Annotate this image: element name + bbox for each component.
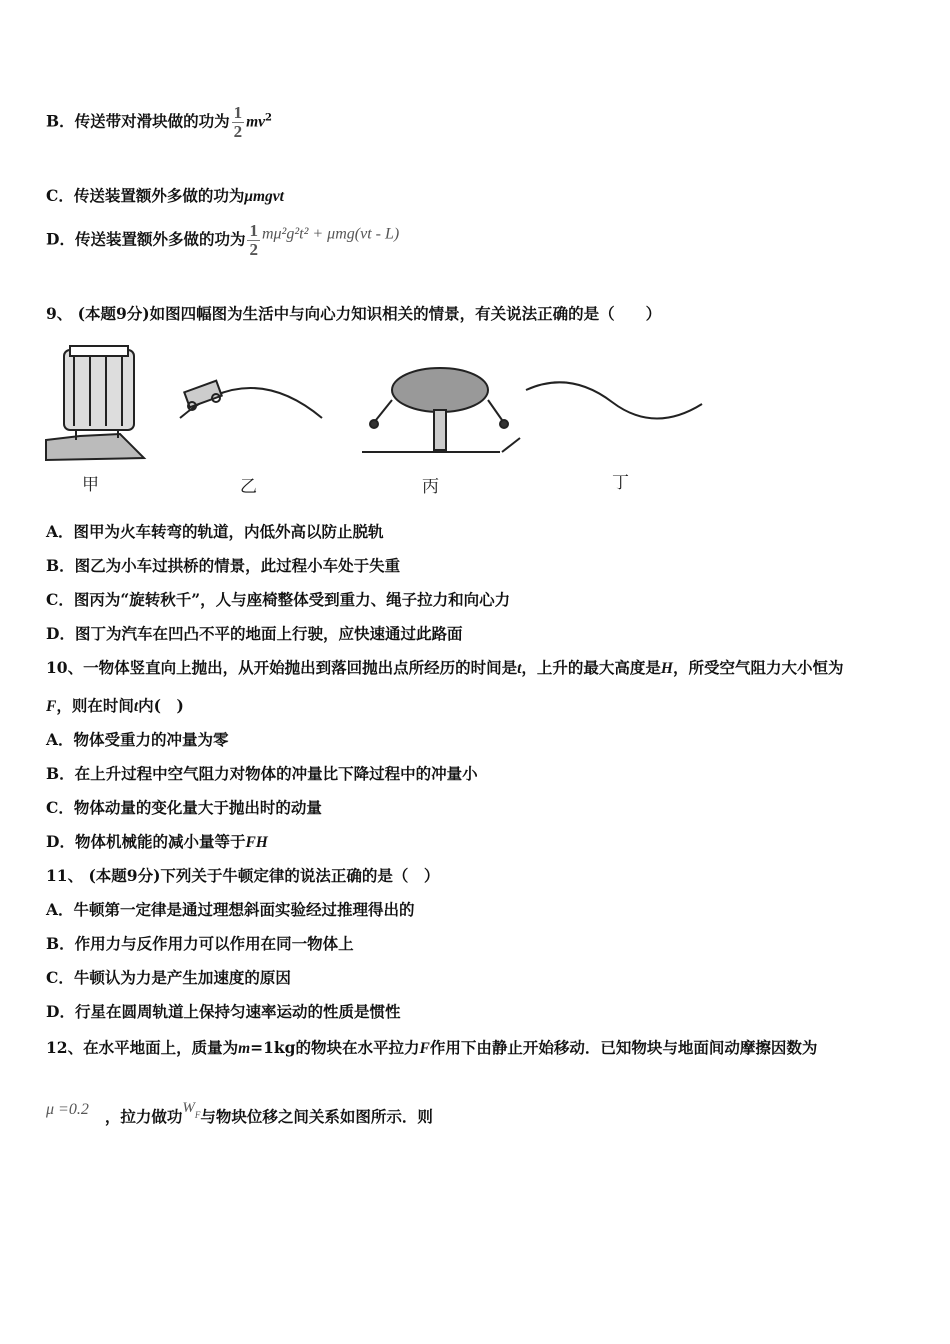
- q12-stem-part-a: 12、在水平地面上，质量为: [46, 1038, 239, 1057]
- fraction-denominator: 2: [249, 240, 258, 259]
- q12-stem-part-d: 作用下由静止开始移动．已知物块与地面间动摩擦因数为: [429, 1038, 818, 1057]
- q12-line2-part-a: ，拉力做功: [104, 1107, 183, 1126]
- fraction-numerator: 1: [249, 221, 258, 240]
- q10-option-a: A．物体受重力的冲量为零: [46, 730, 229, 749]
- q11-option-d: D．行星在圆周轨道上保持匀速率运动的性质是惯性: [46, 1002, 401, 1021]
- q8-option-c-expr: μmgvt: [244, 188, 284, 205]
- q9-stem: 9、 (本题9分)如图四幅图为生活中与向心力知识相关的情景，有关说法正确的是（ ）: [46, 304, 662, 323]
- q8-option-b-sup: 2: [265, 112, 273, 124]
- q10-line2-var-t: t: [133, 698, 139, 715]
- q12-mu-value: μ =0.2: [46, 1101, 89, 1118]
- q8-option-d: [46, 222, 399, 259]
- q10-stem-line2: [46, 696, 184, 717]
- q8-option-c: [46, 186, 284, 207]
- q12-var-m: m: [238, 1040, 251, 1057]
- q11-option-b: B．作用力与反作用力可以作用在同一物体上: [46, 934, 354, 953]
- q11-stem: 11、 (本题9分)下列关于牛顿定律的说法正确的是（ ）: [46, 866, 440, 885]
- q10-option-d: [46, 832, 268, 853]
- q10-option-d-var: FH: [245, 834, 268, 851]
- q8-option-b-text: B．传送带对滑块做的功为: [46, 111, 230, 131]
- fraction-denominator: 2: [233, 122, 243, 141]
- q10-var-t: t: [517, 660, 522, 677]
- q9-option-b: B．图乙为小车过拱桥的情景，此过程小车处于失重: [46, 556, 401, 575]
- q8-option-b: [46, 104, 272, 141]
- q9-option-c: C．图丙为“旋转秋千”，人与座椅整体受到重力、绳子拉力和向心力: [46, 590, 511, 609]
- q10-option-d-text: D．物体机械能的减小量等于: [46, 832, 246, 851]
- half-fraction: [232, 104, 245, 141]
- q8-option-b-expr: mv: [246, 113, 266, 131]
- figure-label-bing: 丙: [422, 477, 439, 497]
- q11-option-c: C．牛顿认为力是产生加速度的原因: [46, 968, 291, 987]
- swing-ride-sketch: [362, 368, 520, 452]
- q11-option-a: A．牛顿第一定律是通过理想斜面实验经过推理得出的: [46, 900, 415, 919]
- q10-stem-line1: [46, 658, 843, 679]
- q12-stem-line1: [46, 1038, 817, 1059]
- figure-label-yi: 乙: [240, 477, 257, 497]
- fraction-numerator: 1: [233, 103, 243, 122]
- q12-work-symbol: W: [182, 1100, 195, 1116]
- q10-line2-part-b: 内( ): [138, 696, 184, 715]
- train-sketch: [46, 346, 144, 460]
- q9-option-a: A．图甲为火车转弯的轨道，内低外高以防止脱轨: [46, 522, 384, 541]
- q10-option-c: C．物体动量的变化量大于抛出时的动量: [46, 798, 322, 817]
- bumpy-road-sketch: [526, 382, 702, 418]
- q8-option-d-text: D．传送装置额外多做的功为: [46, 229, 246, 249]
- q12-work-subscript: F: [194, 1110, 201, 1120]
- q8-option-d-expr: mμ²g²t² + μmg(vt - L): [261, 225, 400, 243]
- q12-stem-part-c: 的物块在水平拉力: [295, 1038, 420, 1057]
- q10-var-h: H: [660, 660, 673, 677]
- q10-option-b: B．在上升过程中空气阻力对物体的冲量比下降过程中的冲量小: [46, 764, 478, 783]
- figure-label-ding: 丁: [612, 473, 629, 493]
- bridge-sketch: [180, 381, 322, 418]
- q10-line2-part-a: ，则在时间: [56, 696, 134, 715]
- q8-option-c-text: C．传送装置额外多做的功为: [46, 186, 245, 205]
- q10-stem-part-c: ，所受空气阻力大小恒为: [672, 658, 844, 677]
- q12-stem-line2: [46, 1098, 433, 1127]
- q9-option-d: D．图丁为汽车在凹凸不平的地面上行驶，应快速通过此路面: [46, 624, 463, 643]
- q10-stem-part-b: ，上升的最大高度是: [521, 658, 661, 677]
- q10-stem-part-a: 10、一物体竖直向上抛出，从开始抛出到落回抛出点所经历的时间是: [46, 658, 518, 677]
- q10-var-f: F: [46, 698, 57, 715]
- q12-stem-part-b: =1kg: [250, 1038, 296, 1057]
- half-fraction: [247, 222, 260, 259]
- q12-var-f: F: [419, 1040, 430, 1057]
- figure-label-jia: 甲: [82, 475, 99, 495]
- q12-line2-part-b: 与物块位移之间关系如图所示．则: [200, 1107, 433, 1126]
- q9-figure: [40, 340, 720, 500]
